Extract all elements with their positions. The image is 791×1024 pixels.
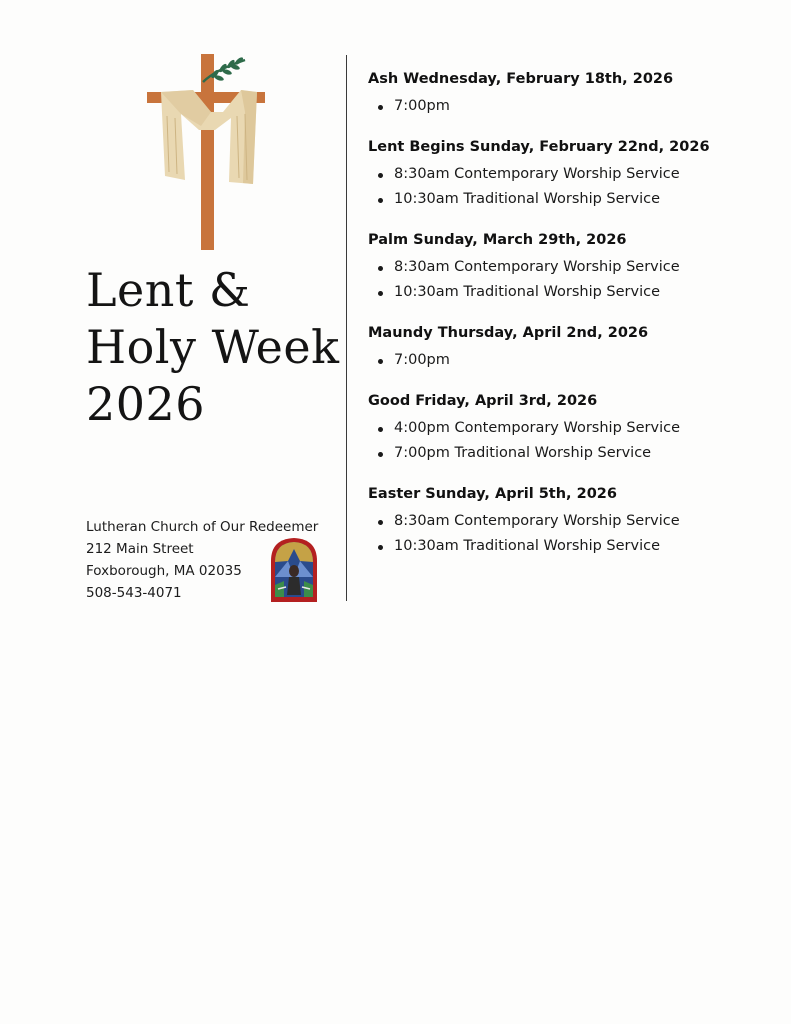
church-name: Lutheran Church of Our Redeemer: [86, 519, 319, 535]
service-time: 10:30am Traditional Worship Service: [368, 280, 768, 305]
church-phone: 508-543-4071: [86, 585, 182, 601]
vertical-divider: [346, 55, 347, 601]
event-times: [368, 416, 768, 466]
service-time: 7:00pm: [368, 348, 768, 373]
event-times: [368, 348, 768, 373]
event-times: [368, 255, 768, 305]
service-time: 8:30am Contemporary Worship Service: [368, 162, 768, 187]
title-line-2: Holy Week: [86, 320, 340, 374]
palm-leaf-icon: [210, 56, 244, 82]
title-line-1: Lent &: [86, 263, 251, 317]
event-title: Lent Begins Sunday, February 22nd, 2026: [368, 139, 710, 155]
service-time: 10:30am Traditional Worship Service: [368, 534, 768, 559]
event-palm-sunday: [368, 229, 768, 305]
event-ash-wednesday: [368, 68, 768, 119]
service-schedule: [368, 68, 768, 576]
event-title: Easter Sunday, April 5th, 2026: [368, 486, 617, 502]
service-time: 7:00pm Traditional Worship Service: [368, 441, 768, 466]
event-title: Good Friday, April 3rd, 2026: [368, 393, 598, 409]
event-good-friday: [368, 390, 768, 466]
church-city: Foxborough, MA 02035: [86, 563, 242, 579]
event-maundy-thursday: [368, 322, 768, 373]
event-times: [368, 509, 768, 559]
event-times: [368, 162, 768, 212]
stained-glass-window-icon: [270, 537, 318, 603]
event-title: Ash Wednesday, February 18th, 2026: [368, 71, 674, 87]
event-title: Palm Sunday, March 29th, 2026: [368, 232, 627, 248]
page-title: [86, 262, 339, 433]
event-easter-sunday: [368, 483, 768, 559]
event-title: Maundy Thursday, April 2nd, 2026: [368, 325, 649, 341]
service-time: 4:00pm Contemporary Worship Service: [368, 416, 768, 441]
event-lent-begins: [368, 136, 768, 212]
service-time: 8:30am Contemporary Worship Service: [368, 255, 768, 280]
event-times: [368, 94, 768, 119]
title-line-3: 2026: [86, 377, 206, 431]
church-street: 212 Main Street: [86, 541, 194, 557]
service-time: 10:30am Traditional Worship Service: [368, 187, 768, 212]
cross-icon: [145, 52, 270, 252]
service-time: 7:00pm: [368, 94, 768, 119]
cross-post: [201, 54, 214, 250]
service-time: 8:30am Contemporary Worship Service: [368, 509, 768, 534]
